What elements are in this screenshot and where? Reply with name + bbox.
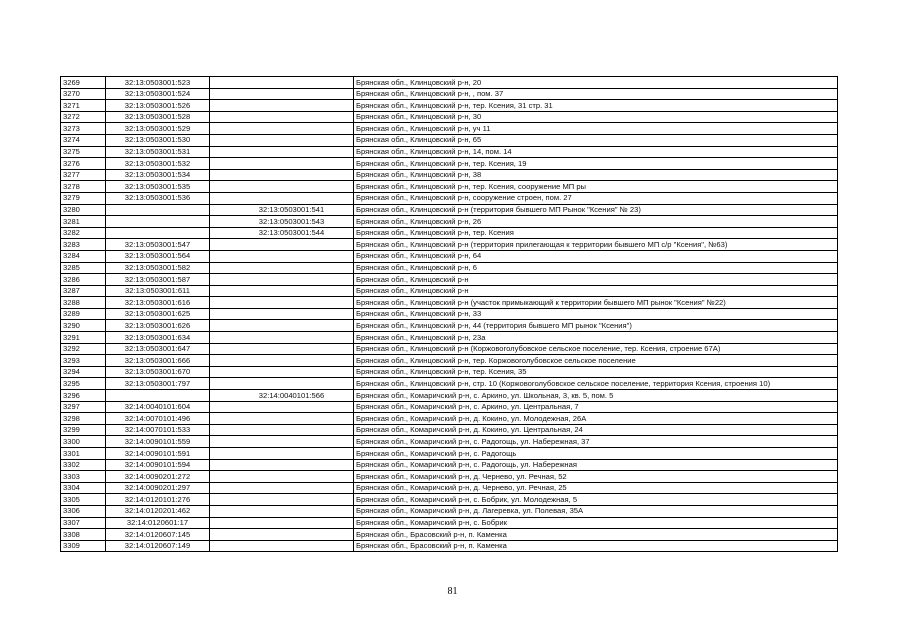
page-number: 81 <box>447 586 458 597</box>
row-number: 3274 <box>61 134 106 146</box>
row-number: 3280 <box>61 204 106 216</box>
table-row <box>61 517 838 529</box>
address: Брянская обл., Комаричский р-н, д. Лагеревка, ул. Полевая, 35А <box>354 505 838 517</box>
cadastral-number-alt <box>210 482 354 494</box>
row-number: 3295 <box>61 378 106 390</box>
cadastral-number-alt <box>210 192 354 204</box>
table-row <box>61 424 838 436</box>
cadastral-number: 32:13:0503001:547 <box>106 239 210 251</box>
cadastral-number-alt <box>210 262 354 274</box>
cadastral-number-alt <box>210 471 354 483</box>
row-number: 3282 <box>61 227 106 239</box>
row-number: 3285 <box>61 262 106 274</box>
table-row <box>61 505 838 517</box>
cadastral-number-alt <box>210 100 354 112</box>
address: Брянская обл., Клинцовский р-н, 6 <box>354 262 838 274</box>
cadastral-number: 32:14:0120101:276 <box>106 494 210 506</box>
address: Брянская обл., Клинцовский р-н (участок примыкающий к территории бывшего МП рынок "Ксения" №22) <box>354 297 838 309</box>
table-row <box>61 169 838 181</box>
cadastral-number: 32:13:0503001:582 <box>106 262 210 274</box>
address: Брянская обл., Клинцовский р-н, 14, пом. 14 <box>354 146 838 158</box>
address: Брянская обл., Клинцовский р-н (территория бывшего МП Рынок "Ксения" № 23) <box>354 204 838 216</box>
table-row <box>61 123 838 135</box>
cadastral-number: 32:14:0040101:604 <box>106 401 210 413</box>
cadastral-number-alt <box>210 494 354 506</box>
row-number: 3297 <box>61 401 106 413</box>
cadastral-number-alt: 32:13:0503001:541 <box>210 204 354 216</box>
table-row <box>61 320 838 332</box>
address: Брянская обл., Клинцовский р-н, тер. Ксения, 19 <box>354 158 838 170</box>
row-number: 3281 <box>61 216 106 228</box>
address: Брянская обл., Клинцовский р-н, 33 <box>354 308 838 320</box>
table-row <box>61 494 838 506</box>
table-row <box>61 459 838 471</box>
cadastral-number: 32:13:0503001:647 <box>106 343 210 355</box>
cadastral-number: 32:13:0503001:524 <box>106 88 210 100</box>
address: Брянская обл., Клинцовский р-н, тер. Ксения, 35 <box>354 366 838 378</box>
row-number: 3277 <box>61 169 106 181</box>
row-number: 3298 <box>61 413 106 425</box>
table-row <box>61 401 838 413</box>
address: Брянская обл., Брасовский р-н, п. Каменка <box>354 540 838 552</box>
cadastral-number: 32:13:0503001:531 <box>106 146 210 158</box>
table-row <box>61 540 838 552</box>
address: Брянская обл., Клинцовский р-н, тер. Ксения, сооружение МП ры <box>354 181 838 193</box>
cadastral-number-alt <box>210 424 354 436</box>
address: Брянская обл., Клинцовский р-н, стр. 10 (Коржовоголубовское сельское поселение, территория Ксения, строения 10) <box>354 378 838 390</box>
table-row <box>61 111 838 123</box>
row-number: 3291 <box>61 332 106 344</box>
cadastral-number: 32:14:0090101:594 <box>106 459 210 471</box>
row-number: 3305 <box>61 494 106 506</box>
cadastral-number-alt <box>210 297 354 309</box>
cadastral-number-alt <box>210 436 354 448</box>
table-row <box>61 413 838 425</box>
cadastral-number-alt <box>210 88 354 100</box>
row-number: 3272 <box>61 111 106 123</box>
address: Брянская обл., Комаричский р-н, с. Бобрик, ул. Молодежная, 5 <box>354 494 838 506</box>
table-row <box>61 390 838 402</box>
address: Брянская обл., Клинцовский р-н (территория прилегающая к территории бывшего МП с/р "Ксения", №63) <box>354 239 838 251</box>
cadastral-number-alt <box>210 448 354 460</box>
row-number: 3270 <box>61 88 106 100</box>
cadastral-number: 32:13:0503001:670 <box>106 366 210 378</box>
row-number: 3269 <box>61 77 106 89</box>
table-row <box>61 204 838 216</box>
row-number: 3307 <box>61 517 106 529</box>
address: Брянская обл., Клинцовский р-н <box>354 285 838 297</box>
cadastral-number: 32:13:0503001:564 <box>106 250 210 262</box>
cadastral-number: 32:14:0070101:496 <box>106 413 210 425</box>
cadastral-number: 32:13:0503001:526 <box>106 100 210 112</box>
address: Брянская обл., Клинцовский р-н, 44 (территория бывшего МП рынок "Ксения") <box>354 320 838 332</box>
cadastral-number: 32:13:0503001:532 <box>106 158 210 170</box>
address: Брянская обл., Комаричский р-н, д. Кокино, ул. Центральная, 24 <box>354 424 838 436</box>
row-number: 3290 <box>61 320 106 332</box>
row-number: 3309 <box>61 540 106 552</box>
cadastral-number: 32:13:0503001:534 <box>106 169 210 181</box>
table-row <box>61 471 838 483</box>
cadastral-number: 32:13:0503001:535 <box>106 181 210 193</box>
cadastral-number-alt <box>210 401 354 413</box>
table-row <box>61 355 838 367</box>
cadastral-number-alt <box>210 529 354 541</box>
address: Брянская обл., Клинцовский р-н, 65 <box>354 134 838 146</box>
row-number: 3299 <box>61 424 106 436</box>
cadastral-number: 32:13:0503001:666 <box>106 355 210 367</box>
table-row <box>61 88 838 100</box>
table-row <box>61 285 838 297</box>
row-number: 3306 <box>61 505 106 517</box>
cadastral-number-alt <box>210 158 354 170</box>
cadastral-number: 32:13:0503001:529 <box>106 123 210 135</box>
cadastral-number: 32:14:0120201:462 <box>106 505 210 517</box>
row-number: 3308 <box>61 529 106 541</box>
address: Брянская обл., Комаричский р-н, с. Аркино, ул. Школьная, 3, кв. 5, пом. 5 <box>354 390 838 402</box>
row-number: 3276 <box>61 158 106 170</box>
address: Брянская обл., Клинцовский р-н, сооружение строен, пом. 27 <box>354 192 838 204</box>
table-row <box>61 250 838 262</box>
row-number: 3292 <box>61 343 106 355</box>
cadastral-number: 32:14:0090101:591 <box>106 448 210 460</box>
row-number: 3283 <box>61 239 106 251</box>
cadastral-table <box>60 76 838 552</box>
table-row <box>61 482 838 494</box>
cadastral-number-alt <box>210 181 354 193</box>
cadastral-number-alt: 32:13:0503001:543 <box>210 216 354 228</box>
address: Брянская обл., Клинцовский р-н, 23а <box>354 332 838 344</box>
address: Брянская обл., Комаричский р-н, д. Чернево, ул. Речная, 52 <box>354 471 838 483</box>
cadastral-number-alt <box>210 332 354 344</box>
table-row <box>61 308 838 320</box>
row-number: 3294 <box>61 366 106 378</box>
address: Брянская обл., Комаричский р-н, с. Бобрик <box>354 517 838 529</box>
cadastral-number-alt <box>210 134 354 146</box>
cadastral-number-alt <box>210 343 354 355</box>
cadastral-number-alt <box>210 146 354 158</box>
cadastral-number: 32:13:0503001:587 <box>106 274 210 286</box>
table-row <box>61 216 838 228</box>
cadastral-number: 32:13:0503001:797 <box>106 378 210 390</box>
cadastral-number: 32:13:0503001:536 <box>106 192 210 204</box>
table-row <box>61 192 838 204</box>
cadastral-number <box>106 216 210 228</box>
table-row <box>61 274 838 286</box>
cadastral-number-alt <box>210 274 354 286</box>
table-row <box>61 146 838 158</box>
row-number: 3273 <box>61 123 106 135</box>
table-row <box>61 239 838 251</box>
row-number: 3302 <box>61 459 106 471</box>
cadastral-number-alt <box>210 540 354 552</box>
address: Брянская обл., Клинцовский р-н, 64 <box>354 250 838 262</box>
cadastral-number-alt <box>210 378 354 390</box>
table-row <box>61 332 838 344</box>
cadastral-number: 32:13:0503001:528 <box>106 111 210 123</box>
cadastral-number-alt <box>210 366 354 378</box>
table-body <box>61 77 838 552</box>
row-number: 3271 <box>61 100 106 112</box>
address: Брянская обл., Клинцовский р-н, уч 11 <box>354 123 838 135</box>
cadastral-number: 32:13:0503001:611 <box>106 285 210 297</box>
address: Брянская обл., Клинцовский р-н, тер. Коржовоголубовское сельское поселение <box>354 355 838 367</box>
cadastral-number-alt <box>210 308 354 320</box>
row-number: 3284 <box>61 250 106 262</box>
cadastral-number <box>106 390 210 402</box>
row-number: 3278 <box>61 181 106 193</box>
cadastral-number: 32:14:0090201:272 <box>106 471 210 483</box>
cadastral-number-alt <box>210 505 354 517</box>
table-row <box>61 448 838 460</box>
address: Брянская обл., Клинцовский р-н, 26 <box>354 216 838 228</box>
address: Брянская обл., Клинцовский р-н, тер. Ксения, 31 стр. 31 <box>354 100 838 112</box>
cadastral-number: 32:14:0120601:17 <box>106 517 210 529</box>
cadastral-number: 32:14:0090101:559 <box>106 436 210 448</box>
cadastral-number-alt <box>210 355 354 367</box>
address: Брянская обл., Клинцовский р-н, , пом. 37 <box>354 88 838 100</box>
address: Брянская обл., Клинцовский р-н <box>354 274 838 286</box>
row-number: 3289 <box>61 308 106 320</box>
cadastral-number: 32:13:0503001:523 <box>106 77 210 89</box>
row-number: 3301 <box>61 448 106 460</box>
cadastral-number-alt <box>210 111 354 123</box>
cadastral-number: 32:13:0503001:634 <box>106 332 210 344</box>
table-row <box>61 100 838 112</box>
row-number: 3300 <box>61 436 106 448</box>
row-number: 3279 <box>61 192 106 204</box>
address: Брянская обл., Комаричский р-н, с. Радогощь, ул. Набережная <box>354 459 838 471</box>
address: Брянская обл., Комаричский р-н, с. Аркино, ул. Центральная, 7 <box>354 401 838 413</box>
cadastral-number <box>106 227 210 239</box>
row-number: 3275 <box>61 146 106 158</box>
table-row <box>61 77 838 89</box>
table-row <box>61 343 838 355</box>
row-number: 3288 <box>61 297 106 309</box>
address: Брянская обл., Клинцовский р-н, тер. Ксения <box>354 227 838 239</box>
table-row <box>61 227 838 239</box>
table-row <box>61 366 838 378</box>
cadastral-number: 32:13:0503001:626 <box>106 320 210 332</box>
cadastral-number: 32:14:0120607:145 <box>106 529 210 541</box>
cadastral-number: 32:14:0070101:533 <box>106 424 210 436</box>
table-row <box>61 436 838 448</box>
cadastral-number-alt <box>210 123 354 135</box>
table-row <box>61 134 838 146</box>
cadastral-number: 32:13:0503001:625 <box>106 308 210 320</box>
address: Брянская обл., Клинцовский р-н (Коржовоголубовское сельское поселение, тер. Ксения, строение 67А) <box>354 343 838 355</box>
address: Брянская обл., Брасовский р-н, п. Каменка <box>354 529 838 541</box>
cadastral-number-alt <box>210 250 354 262</box>
cadastral-number-alt <box>210 517 354 529</box>
table-row <box>61 181 838 193</box>
row-number: 3287 <box>61 285 106 297</box>
cadastral-number: 32:13:0503001:530 <box>106 134 210 146</box>
row-number: 3296 <box>61 390 106 402</box>
cadastral-number: 32:14:0090201:297 <box>106 482 210 494</box>
cadastral-number-alt <box>210 459 354 471</box>
cadastral-number: 32:14:0120607:149 <box>106 540 210 552</box>
row-number: 3286 <box>61 274 106 286</box>
address: Брянская обл., Клинцовский р-н, 38 <box>354 169 838 181</box>
address: Брянская обл., Комаричский р-н, д. Кокино, ул. Молодежная, 26А <box>354 413 838 425</box>
cadastral-number <box>106 204 210 216</box>
table-row <box>61 262 838 274</box>
cadastral-number-alt <box>210 169 354 181</box>
cadastral-number: 32:13:0503001:616 <box>106 297 210 309</box>
address: Брянская обл., Клинцовский р-н, 20 <box>354 77 838 89</box>
cadastral-number-alt: 32:13:0503001:544 <box>210 227 354 239</box>
table-row <box>61 158 838 170</box>
cadastral-number-alt <box>210 320 354 332</box>
address: Брянская обл., Клинцовский р-н, 30 <box>354 111 838 123</box>
cadastral-number-alt <box>210 239 354 251</box>
address: Брянская обл., Комаричский р-н, с. Радогощь, ул. Набережная, 37 <box>354 436 838 448</box>
address: Брянская обл., Комаричский р-н, д. Чернево, ул. Речная, 25 <box>354 482 838 494</box>
address: Брянская обл., Комаричский р-н, с. Радогощь <box>354 448 838 460</box>
cadastral-number-alt: 32:14:0040101:566 <box>210 390 354 402</box>
table-row <box>61 378 838 390</box>
row-number: 3293 <box>61 355 106 367</box>
cadastral-number-alt <box>210 77 354 89</box>
cadastral-number-alt <box>210 285 354 297</box>
row-number: 3304 <box>61 482 106 494</box>
row-number: 3303 <box>61 471 106 483</box>
cadastral-number-alt <box>210 413 354 425</box>
table-row <box>61 297 838 309</box>
table-row <box>61 529 838 541</box>
